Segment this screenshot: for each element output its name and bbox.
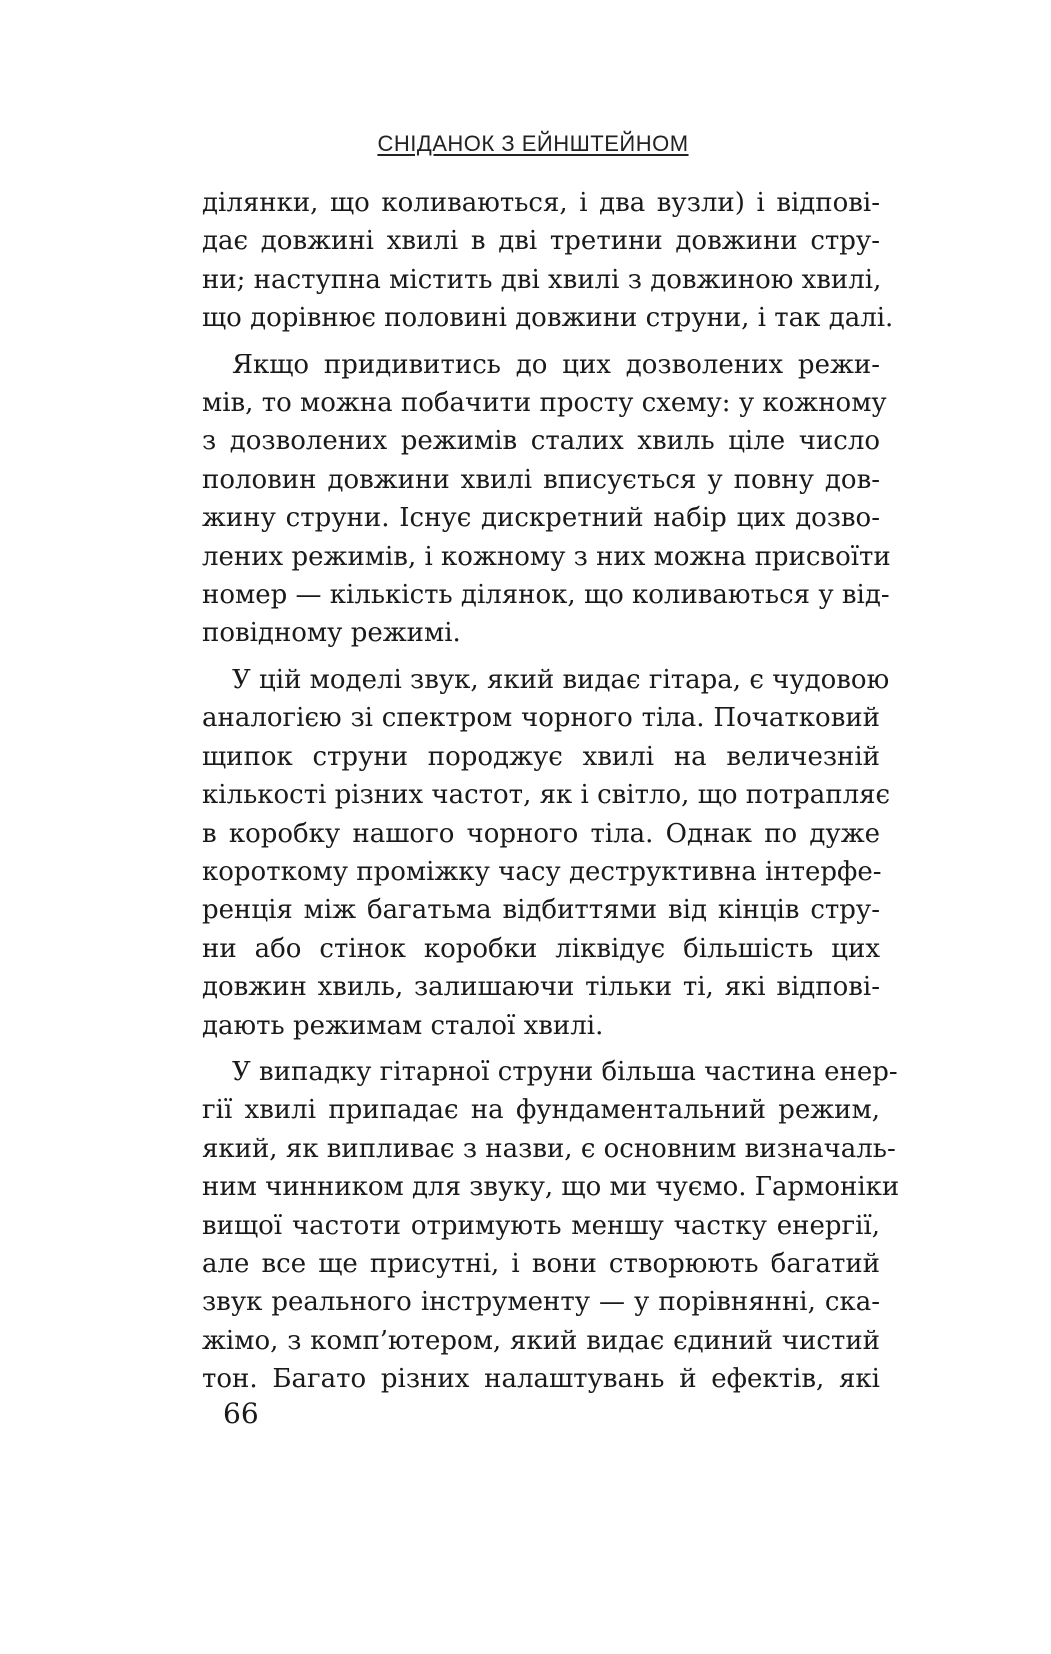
paragraph-3 bbox=[202, 661, 891, 1045]
text-line: вищої частоти отримують меншу частку енергії, bbox=[202, 1210, 880, 1241]
paragraph-2 bbox=[202, 346, 891, 653]
text-line: ренція між багатьма відбиттями від кінців стру- bbox=[202, 895, 880, 926]
text-line: який, як випливає з назви, є основним визначаль- bbox=[202, 1133, 896, 1164]
text-line: дає довжині хвилі в дві третини довжини стру- bbox=[202, 226, 880, 257]
page-number: 66 bbox=[223, 1397, 259, 1430]
text-line: повідному режимі. bbox=[202, 618, 461, 649]
paragraph-1 bbox=[202, 184, 894, 338]
text-line: ділянки, що коливаються, і два вузли) і відпові- bbox=[202, 188, 880, 218]
text-line: в коробку нашого чорного тіла. Однак по дуже bbox=[202, 818, 880, 849]
text-line: дають режимам сталої хвилі. bbox=[202, 1010, 604, 1041]
text-line: короткому проміжку часу деструктивна інтерфе- bbox=[202, 856, 882, 887]
text-line: звук реального інструменту — у порівнянні, ска- bbox=[202, 1287, 880, 1318]
text-line: тон. Багато різних налаштувань й ефектів, які bbox=[202, 1364, 880, 1395]
page-body bbox=[202, 184, 900, 1407]
text-line: лених режимів, і кожному з них можна присвоїти bbox=[202, 541, 891, 572]
text-line: ним чинником для звуку, що ми чуємо. Гармоніки bbox=[202, 1172, 900, 1203]
text-line: номер — кількість ділянок, що коливаються у від- bbox=[202, 580, 890, 611]
text-line: кількості різних частот, як і світло, що потрапляє bbox=[202, 780, 891, 811]
text-line: з дозволених режимів сталих хвиль ціле число bbox=[202, 426, 880, 457]
text-line: аналогією зі спектром чорного тіла. Початковий bbox=[202, 703, 880, 734]
text-line: Якщо придивитись до цих дозволених режи- bbox=[232, 349, 880, 380]
text-line: гії хвилі припадає на фундаментальний режим, bbox=[202, 1095, 880, 1126]
running-header: СНІДАНОК З ЕЙНШТЕЙНОМ bbox=[377, 131, 689, 156]
paragraph-4 bbox=[202, 1053, 900, 1399]
text-line: що дорівнює половині довжини струни, і так далі. bbox=[202, 303, 894, 334]
text-line: ни; наступна містить дві хвилі з довжиною хвилі, bbox=[202, 264, 882, 295]
text-line: але все ще присутні, і вони створюють багатий bbox=[202, 1248, 880, 1279]
text-line: У цій моделі звук, який видає гітара, є чудовою bbox=[232, 664, 890, 695]
text-line: довжин хвиль, залишаючи тільки ті, які відпові- bbox=[202, 972, 880, 1003]
text-line: жину струни. Існує дискретний набір цих дозво- bbox=[202, 503, 880, 534]
text-line: ни або стінок коробки ліквідує більшість цих bbox=[202, 933, 880, 964]
text-line: мів, то можна побачити просту схему: у кожному bbox=[202, 388, 887, 419]
text-line: жімо, з комп’ютером, який видає єдиний чистий bbox=[202, 1325, 880, 1356]
text-line: щипок струни породжує хвилі на величезній bbox=[202, 741, 880, 772]
text-line: У випадку гітарної струни більша частина енер- bbox=[232, 1056, 898, 1087]
text-line: половин довжини хвилі вписується у повну дов- bbox=[202, 464, 880, 495]
